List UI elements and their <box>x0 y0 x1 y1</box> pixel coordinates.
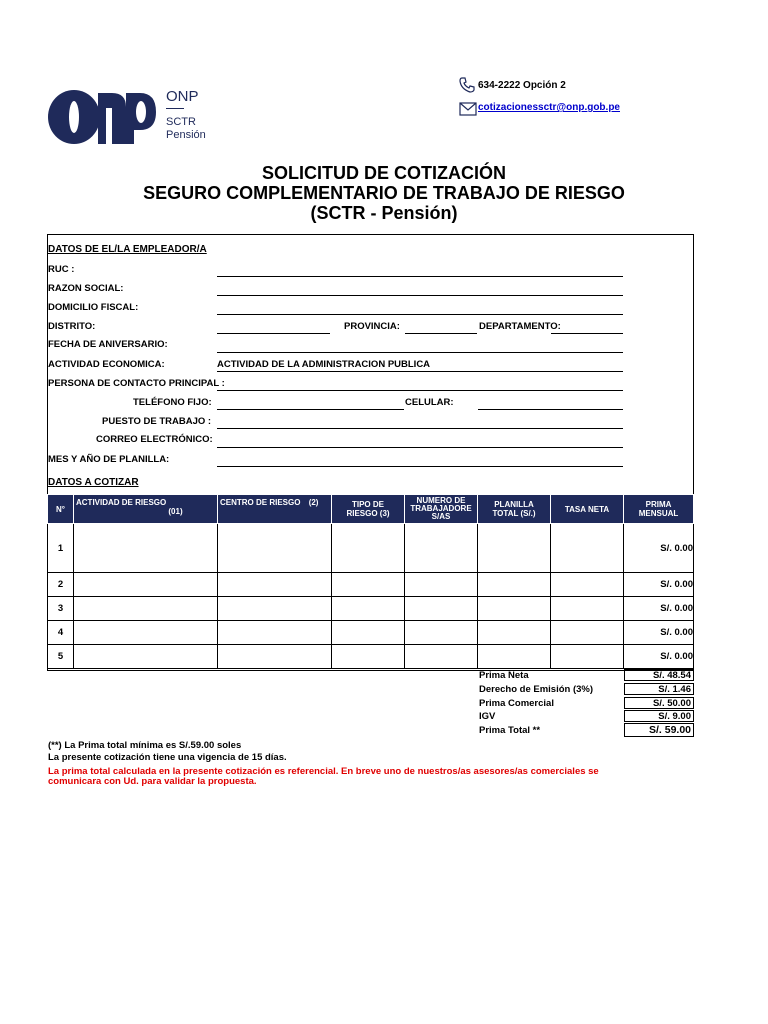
value-igv: S/. 9.00 <box>624 710 694 722</box>
actividad-economica-value: ACTIVIDAD DE LA ADMINISTRACION PUBLICA <box>217 359 431 370</box>
label-distrito: DISTRITO: <box>48 321 96 332</box>
table-row <box>48 524 694 573</box>
label-prima-total: Prima Total ** <box>479 725 541 736</box>
cell-centro[interactable] <box>218 597 332 621</box>
label-actividad-economica: ACTIVIDAD ECONOMICA: <box>48 359 165 370</box>
mes-planilla-field[interactable] <box>217 466 623 467</box>
cell-tipo[interactable] <box>332 645 405 669</box>
brand-divider <box>166 108 184 109</box>
onp-logo <box>48 88 158 146</box>
table-row <box>48 597 694 621</box>
cell-actividad[interactable] <box>74 573 218 597</box>
brand-pension: Pensión <box>166 129 206 141</box>
row-number: 2 <box>48 573 74 597</box>
label-celular: CELULAR: <box>405 397 454 408</box>
label-fecha-aniversario: FECHA DE ANIVERSARIO: <box>48 339 168 350</box>
cell-centro[interactable] <box>218 524 332 573</box>
cell-tasa[interactable] <box>551 621 624 645</box>
fecha-aniversario-field[interactable] <box>217 352 623 353</box>
table-row <box>48 621 694 645</box>
brand-onp: ONP <box>166 88 199 105</box>
title-line-1: SOLICITUD DE COTIZACIÓN <box>262 163 506 183</box>
email-link[interactable]: cotizacionessctr@onp.gob.pe <box>478 102 620 113</box>
cell-planilla[interactable] <box>478 645 551 669</box>
cell-numero[interactable] <box>405 597 478 621</box>
label-prima-neta: Prima Neta <box>479 670 529 681</box>
section-employer: DATOS DE EL/LA EMPLEADOR/A <box>48 244 207 255</box>
note-referencial-1: La prima total calculada en la presente cotización es referencial. En breve uno de nuestros/as asesores/as comerciales se <box>48 766 599 777</box>
email-icon <box>459 102 477 121</box>
cell-numero[interactable] <box>405 645 478 669</box>
label-derecho-emision: Derecho de Emisión (3%) <box>479 684 594 695</box>
cell-actividad[interactable] <box>74 597 218 621</box>
ruc-field[interactable] <box>217 276 623 277</box>
title-line-2: SEGURO COMPLEMENTARIO DE TRABAJO DE RIESGO <box>143 183 625 203</box>
domicilio-field[interactable] <box>217 314 623 315</box>
label-domicilio: DOMICILIO FISCAL: <box>48 302 139 313</box>
value-prima-neta: S/. 48.54 <box>624 669 694 681</box>
cell-actividad[interactable] <box>74 645 218 669</box>
row-number: 4 <box>48 621 74 645</box>
header-numero: NUMERO DE TRABAJADORE S/AS <box>405 495 478 524</box>
header-n: N° <box>48 495 74 524</box>
quote-table <box>47 494 694 669</box>
cell-prima: S/. 0.00 <box>624 645 694 669</box>
cell-centro[interactable] <box>218 645 332 669</box>
header-tasa: TASA NETA <box>551 495 624 524</box>
label-departamento: DEPARTAMENTO: <box>479 321 561 332</box>
cell-tasa[interactable] <box>551 573 624 597</box>
header-actividad <box>74 495 218 524</box>
header-centro <box>218 495 332 524</box>
provincia-field[interactable] <box>405 333 477 334</box>
table-row <box>48 573 694 597</box>
value-prima-total: S/. 59.00 <box>624 723 694 737</box>
label-prima-comercial: Prima Comercial <box>479 698 554 709</box>
note-referencial-2: comunicara con Ud. para validar la propuesta. <box>48 776 257 787</box>
correo-field[interactable] <box>217 447 623 448</box>
header-actividad-note: (01) <box>168 507 183 516</box>
header-centro-note: (2) <box>308 498 319 507</box>
label-razon-social: RAZON SOCIAL: <box>48 283 124 294</box>
label-mes-planilla: MES Y AÑO DE PLANILLA: <box>48 454 170 465</box>
cell-centro[interactable] <box>218 573 332 597</box>
value-prima-comercial: S/. 50.00 <box>624 697 694 709</box>
cell-actividad[interactable] <box>74 621 218 645</box>
razon-social-field[interactable] <box>217 295 623 296</box>
cell-planilla[interactable] <box>478 597 551 621</box>
row-number: 1 <box>48 524 74 573</box>
cell-numero[interactable] <box>405 524 478 573</box>
cell-tipo[interactable] <box>332 524 405 573</box>
cell-prima: S/. 0.00 <box>624 573 694 597</box>
celular-field[interactable] <box>478 409 623 410</box>
note-minimo: (**) La Prima total mínima es S/.59.00 soles <box>48 740 242 751</box>
cell-prima: S/. 0.00 <box>624 524 694 573</box>
label-contacto: PERSONA DE CONTACTO PRINCIPAL : <box>48 378 225 389</box>
departamento-field[interactable] <box>551 333 623 334</box>
value-derecho-emision: S/. 1.46 <box>624 683 694 695</box>
distrito-field[interactable] <box>217 333 330 334</box>
label-telefono: TELÉFONO FIJO: <box>133 397 212 408</box>
header-tipo: TIPO DE RIESGO (3) <box>332 495 405 524</box>
cell-tasa[interactable] <box>551 524 624 573</box>
actividad-economica-field[interactable] <box>217 371 623 372</box>
cell-tasa[interactable] <box>551 597 624 621</box>
table-row <box>48 645 694 669</box>
header-centro-label: CENTRO DE RIESGO <box>220 498 301 507</box>
label-correo: CORREO ELECTRÓNICO: <box>96 434 213 445</box>
phone-icon <box>458 76 476 99</box>
cell-centro[interactable] <box>218 621 332 645</box>
header-planilla: PLANILLA TOTAL (S/.) <box>478 495 551 524</box>
cell-planilla[interactable] <box>478 524 551 573</box>
phone-number: 634-2222 Opción 2 <box>478 80 566 91</box>
cell-planilla[interactable] <box>478 621 551 645</box>
row-number: 3 <box>48 597 74 621</box>
label-puesto: PUESTO DE TRABAJO : <box>102 416 212 427</box>
cell-prima: S/. 0.00 <box>624 621 694 645</box>
header-prima: PRIMA MENSUAL <box>624 495 694 524</box>
label-provincia: PROVINCIA: <box>344 321 400 332</box>
cell-prima: S/. 0.00 <box>624 597 694 621</box>
contacto-field[interactable] <box>217 390 623 391</box>
label-igv: IGV <box>479 711 496 722</box>
header-actividad-label: ACTIVIDAD DE RIESGO <box>76 498 167 507</box>
note-vigencia: La presente cotización tiene una vigencia de 15 días. <box>48 752 287 763</box>
telefono-field[interactable] <box>217 409 404 410</box>
title-line-3: (SCTR - Pensión) <box>310 203 458 223</box>
cell-tipo[interactable] <box>332 621 405 645</box>
row-number: 5 <box>48 645 74 669</box>
cell-tasa[interactable] <box>551 645 624 669</box>
cell-tipo[interactable] <box>332 573 405 597</box>
header-centro-wrap <box>218 495 331 507</box>
cell-numero[interactable] <box>405 621 478 645</box>
cell-tipo[interactable] <box>332 597 405 621</box>
section-cotizar: DATOS A COTIZAR <box>48 477 139 488</box>
cell-numero[interactable] <box>405 573 478 597</box>
label-ruc: RUC : <box>48 264 75 275</box>
cell-planilla[interactable] <box>478 573 551 597</box>
brand-sctr: SCTR <box>166 116 196 128</box>
cell-actividad[interactable] <box>74 524 218 573</box>
table-header-row <box>48 495 694 524</box>
onp-logo-mark <box>48 88 158 146</box>
puesto-field[interactable] <box>217 428 623 429</box>
